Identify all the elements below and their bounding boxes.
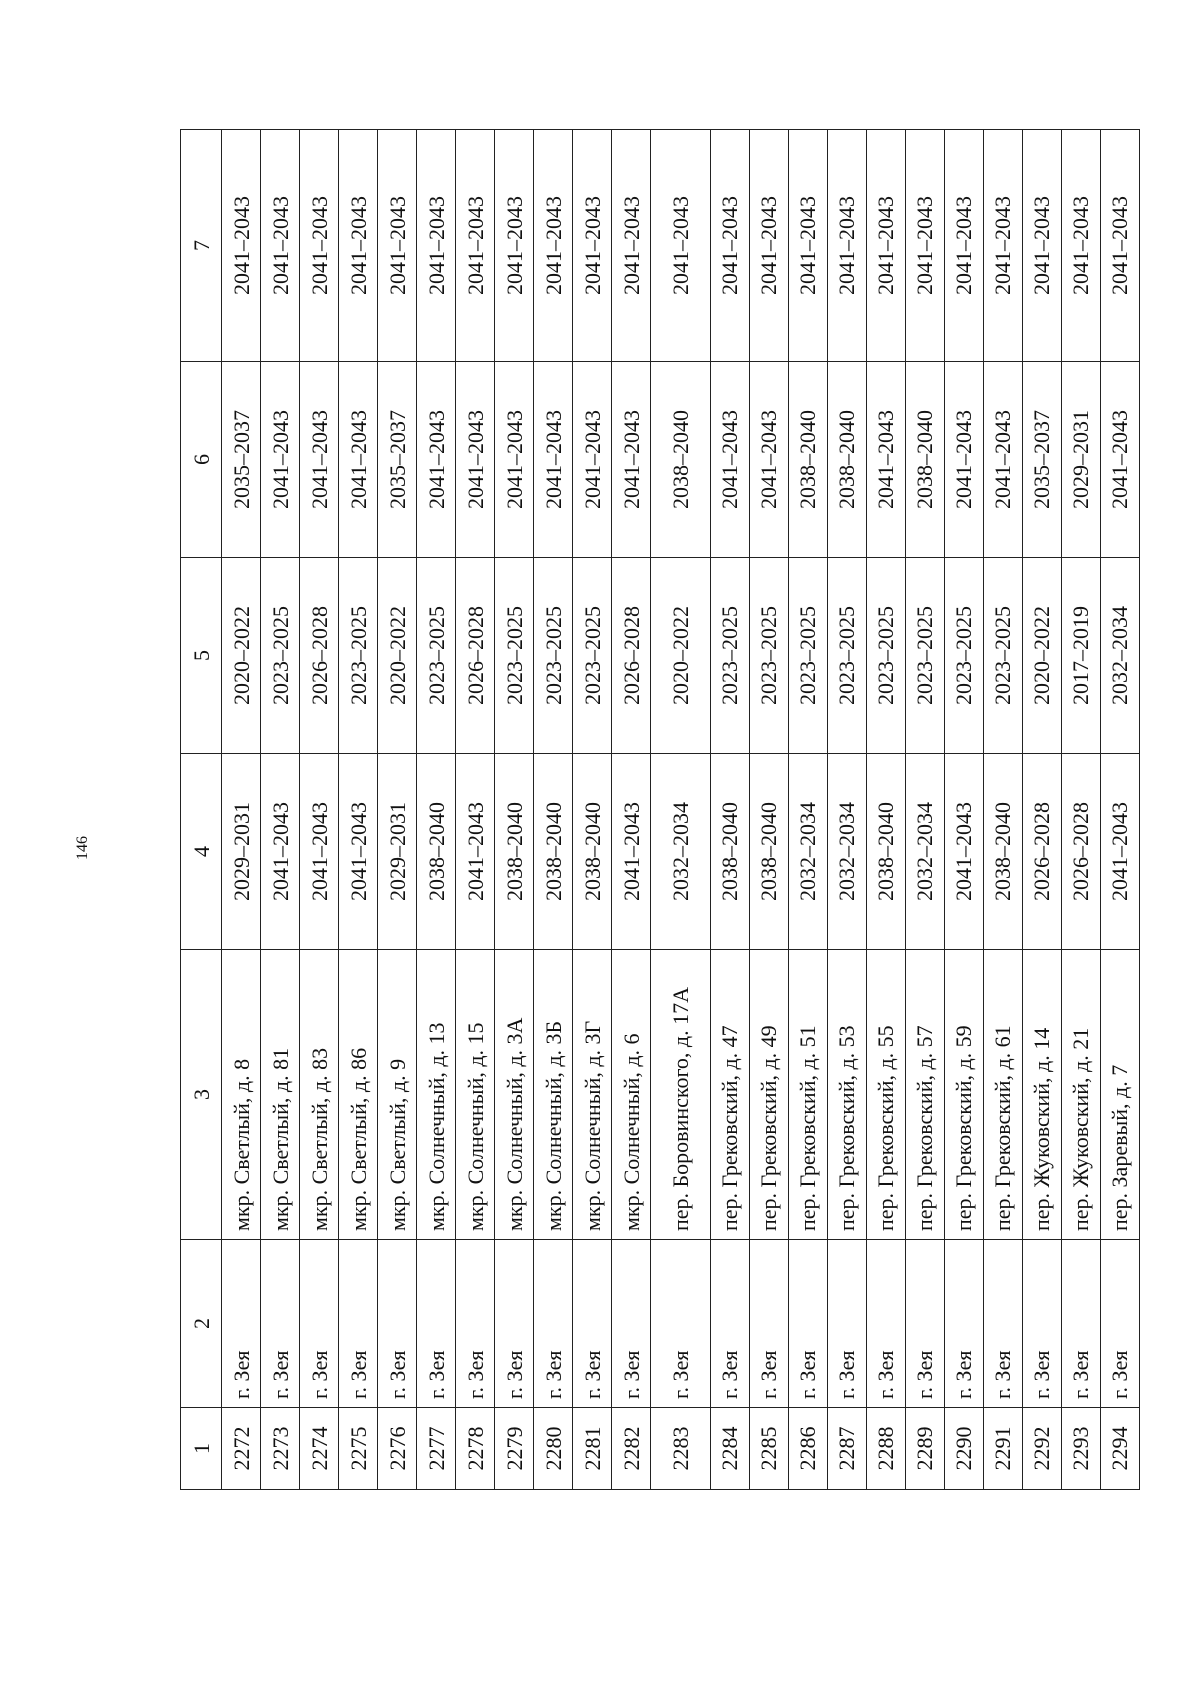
cell-row-number: 2290 — [944, 1408, 983, 1490]
cell-row-number: 2275 — [339, 1408, 378, 1490]
header-cell-2: 2 — [181, 1240, 222, 1408]
table-row — [261, 130, 300, 1490]
cell-period-5: 2017–2019 — [1061, 558, 1100, 754]
table-row — [749, 130, 788, 1490]
cell-city: г. Зея — [749, 1240, 788, 1408]
cell-row-number: 2277 — [417, 1408, 456, 1490]
page-number: 146 — [74, 836, 91, 860]
cell-period-4: 2026–2028 — [1022, 754, 1061, 950]
table-row — [495, 130, 534, 1490]
header-row — [181, 130, 222, 1490]
schedule-table — [180, 129, 1140, 1490]
cell-period-6: 2038–2040 — [827, 362, 866, 558]
rotated-table-container — [180, 130, 1140, 1490]
cell-period-4: 2041–2043 — [1100, 754, 1139, 950]
cell-row-number: 2272 — [222, 1408, 261, 1490]
cell-period-4: 2032–2034 — [905, 754, 944, 950]
cell-city: г. Зея — [417, 1240, 456, 1408]
cell-period-5: 2026–2028 — [456, 558, 495, 754]
cell-address: мкр. Солнечный, д. 6 — [612, 950, 651, 1240]
cell-city: г. Зея — [573, 1240, 612, 1408]
table-row — [612, 130, 651, 1490]
cell-period-6: 2041–2043 — [417, 362, 456, 558]
cell-address: пер. Грековский, д. 51 — [788, 950, 827, 1240]
cell-period-7: 2041–2043 — [1100, 130, 1139, 362]
cell-address: мкр. Светлый, д. 8 — [222, 950, 261, 1240]
cell-period-4: 2032–2034 — [788, 754, 827, 950]
table-body — [222, 130, 1140, 1490]
cell-period-6: 2038–2040 — [905, 362, 944, 558]
cell-address: мкр. Солнечный, д. 15 — [456, 950, 495, 1240]
cell-period-7: 2041–2043 — [944, 130, 983, 362]
cell-row-number: 2285 — [749, 1408, 788, 1490]
cell-row-number: 2276 — [378, 1408, 417, 1490]
header-cell-3: 3 — [181, 950, 222, 1240]
cell-row-number: 2280 — [534, 1408, 573, 1490]
cell-period-4: 2029–2031 — [222, 754, 261, 950]
cell-row-number: 2279 — [495, 1408, 534, 1490]
cell-row-number: 2282 — [612, 1408, 651, 1490]
table-row — [222, 130, 261, 1490]
table-row — [944, 130, 983, 1490]
cell-city: г. Зея — [827, 1240, 866, 1408]
table-row — [573, 130, 612, 1490]
cell-row-number: 2283 — [651, 1408, 711, 1490]
cell-period-4: 2026–2028 — [1061, 754, 1100, 950]
table-row — [710, 130, 749, 1490]
cell-period-4: 2038–2040 — [534, 754, 573, 950]
cell-period-5: 2023–2025 — [749, 558, 788, 754]
cell-period-6: 2041–2043 — [983, 362, 1022, 558]
cell-period-6: 2041–2043 — [300, 362, 339, 558]
cell-period-4: 2038–2040 — [983, 754, 1022, 950]
cell-address: пер. Грековский, д. 55 — [866, 950, 905, 1240]
cell-period-5: 2023–2025 — [534, 558, 573, 754]
cell-period-7: 2041–2043 — [378, 130, 417, 362]
cell-period-7: 2041–2043 — [339, 130, 378, 362]
cell-period-4: 2038–2040 — [573, 754, 612, 950]
cell-row-number: 2281 — [573, 1408, 612, 1490]
cell-period-7: 2041–2043 — [417, 130, 456, 362]
cell-city: г. Зея — [339, 1240, 378, 1408]
cell-address: пер. Грековский, д. 57 — [905, 950, 944, 1240]
cell-period-7: 2041–2043 — [612, 130, 651, 362]
cell-period-4: 2032–2034 — [651, 754, 711, 950]
table-row — [905, 130, 944, 1490]
table-row — [300, 130, 339, 1490]
cell-period-5: 2023–2025 — [983, 558, 1022, 754]
cell-address: мкр. Светлый, д. 9 — [378, 950, 417, 1240]
cell-city: г. Зея — [983, 1240, 1022, 1408]
cell-city: г. Зея — [456, 1240, 495, 1408]
cell-period-6: 2041–2043 — [456, 362, 495, 558]
cell-period-5: 2023–2025 — [417, 558, 456, 754]
cell-period-5: 2023–2025 — [339, 558, 378, 754]
cell-period-6: 2041–2043 — [710, 362, 749, 558]
table-row — [1061, 130, 1100, 1490]
table-row — [339, 130, 378, 1490]
cell-address: мкр. Светлый, д. 83 — [300, 950, 339, 1240]
cell-period-7: 2041–2043 — [573, 130, 612, 362]
cell-period-7: 2041–2043 — [749, 130, 788, 362]
cell-period-7: 2041–2043 — [788, 130, 827, 362]
table-row — [827, 130, 866, 1490]
cell-period-5: 2026–2028 — [300, 558, 339, 754]
table-row — [866, 130, 905, 1490]
cell-period-7: 2041–2043 — [300, 130, 339, 362]
cell-period-5: 2023–2025 — [710, 558, 749, 754]
cell-city: г. Зея — [866, 1240, 905, 1408]
cell-period-5: 2023–2025 — [573, 558, 612, 754]
cell-period-5: 2023–2025 — [261, 558, 300, 754]
cell-city: г. Зея — [944, 1240, 983, 1408]
cell-period-4: 2038–2040 — [495, 754, 534, 950]
cell-period-7: 2041–2043 — [222, 130, 261, 362]
cell-row-number: 2291 — [983, 1408, 1022, 1490]
table-row — [983, 130, 1022, 1490]
table-row — [534, 130, 573, 1490]
cell-row-number: 2284 — [710, 1408, 749, 1490]
table-row — [378, 130, 417, 1490]
cell-address: мкр. Светлый, д. 81 — [261, 950, 300, 1240]
cell-address: пер. Боровинского, д. 17А — [651, 950, 711, 1240]
cell-period-5: 2023–2025 — [866, 558, 905, 754]
cell-address: пер. Грековский, д. 61 — [983, 950, 1022, 1240]
cell-period-7: 2041–2043 — [495, 130, 534, 362]
cell-period-6: 2035–2037 — [1022, 362, 1061, 558]
cell-address: пер. Грековский, д. 59 — [944, 950, 983, 1240]
cell-row-number: 2294 — [1100, 1408, 1139, 1490]
cell-period-5: 2023–2025 — [944, 558, 983, 754]
cell-city: г. Зея — [1022, 1240, 1061, 1408]
table-header — [181, 130, 222, 1490]
table-row — [417, 130, 456, 1490]
cell-period-5: 2020–2022 — [1022, 558, 1061, 754]
cell-period-7: 2041–2043 — [456, 130, 495, 362]
cell-city: г. Зея — [534, 1240, 573, 1408]
cell-address: мкр. Солнечный, д. 3Г — [573, 950, 612, 1240]
cell-period-4: 2038–2040 — [866, 754, 905, 950]
cell-period-4: 2041–2043 — [456, 754, 495, 950]
cell-period-7: 2041–2043 — [651, 130, 711, 362]
cell-city: г. Зея — [1100, 1240, 1139, 1408]
header-cell-1: 1 — [181, 1408, 222, 1490]
cell-period-4: 2041–2043 — [612, 754, 651, 950]
cell-address: пер. Жуковский, д. 21 — [1061, 950, 1100, 1240]
table-row — [456, 130, 495, 1490]
cell-period-7: 2041–2043 — [983, 130, 1022, 362]
cell-period-6: 2041–2043 — [944, 362, 983, 558]
cell-period-7: 2041–2043 — [534, 130, 573, 362]
cell-address: пер. Заревый, д. 7 — [1100, 950, 1139, 1240]
cell-period-6: 2041–2043 — [534, 362, 573, 558]
cell-city: г. Зея — [710, 1240, 749, 1408]
cell-address: пер. Жуковский, д. 14 — [1022, 950, 1061, 1240]
cell-city: г. Зея — [261, 1240, 300, 1408]
cell-city: г. Зея — [612, 1240, 651, 1408]
cell-row-number: 2293 — [1061, 1408, 1100, 1490]
cell-row-number: 2289 — [905, 1408, 944, 1490]
header-cell-7: 7 — [181, 130, 222, 362]
cell-row-number: 2286 — [788, 1408, 827, 1490]
cell-period-7: 2041–2043 — [261, 130, 300, 362]
table-row — [1022, 130, 1061, 1490]
cell-period-6: 2041–2043 — [1100, 362, 1139, 558]
cell-row-number: 2288 — [866, 1408, 905, 1490]
cell-period-6: 2041–2043 — [339, 362, 378, 558]
cell-city: г. Зея — [222, 1240, 261, 1408]
cell-period-7: 2041–2043 — [905, 130, 944, 362]
cell-period-4: 2041–2043 — [300, 754, 339, 950]
cell-period-6: 2038–2040 — [788, 362, 827, 558]
cell-period-7: 2041–2043 — [710, 130, 749, 362]
table-row — [1100, 130, 1139, 1490]
cell-address: мкр. Солнечный, д. 3Б — [534, 950, 573, 1240]
cell-address: пер. Грековский, д. 47 — [710, 950, 749, 1240]
cell-period-6: 2038–2040 — [651, 362, 711, 558]
cell-period-6: 2041–2043 — [749, 362, 788, 558]
cell-period-4: 2041–2043 — [339, 754, 378, 950]
cell-row-number: 2274 — [300, 1408, 339, 1490]
cell-period-7: 2041–2043 — [827, 130, 866, 362]
cell-period-7: 2041–2043 — [866, 130, 905, 362]
cell-city: г. Зея — [905, 1240, 944, 1408]
cell-period-5: 2023–2025 — [827, 558, 866, 754]
cell-address: пер. Грековский, д. 53 — [827, 950, 866, 1240]
cell-period-6: 2041–2043 — [573, 362, 612, 558]
cell-city: г. Зея — [1061, 1240, 1100, 1408]
header-cell-5: 5 — [181, 558, 222, 754]
cell-period-4: 2041–2043 — [261, 754, 300, 950]
cell-period-6: 2029–2031 — [1061, 362, 1100, 558]
cell-city: г. Зея — [378, 1240, 417, 1408]
cell-period-4: 2038–2040 — [710, 754, 749, 950]
cell-address: мкр. Солнечный, д. 3А — [495, 950, 534, 1240]
cell-period-6: 2041–2043 — [495, 362, 534, 558]
cell-period-6: 2041–2043 — [866, 362, 905, 558]
cell-row-number: 2278 — [456, 1408, 495, 1490]
cell-address: мкр. Солнечный, д. 13 — [417, 950, 456, 1240]
cell-city: г. Зея — [651, 1240, 711, 1408]
table-row — [651, 130, 711, 1490]
cell-address: мкр. Светлый, д. 86 — [339, 950, 378, 1240]
cell-period-6: 2041–2043 — [261, 362, 300, 558]
cell-period-4: 2032–2034 — [827, 754, 866, 950]
cell-period-7: 2041–2043 — [1022, 130, 1061, 362]
cell-period-4: 2029–2031 — [378, 754, 417, 950]
cell-period-5: 2023–2025 — [905, 558, 944, 754]
cell-city: г. Зея — [300, 1240, 339, 1408]
header-cell-4: 4 — [181, 754, 222, 950]
cell-row-number: 2273 — [261, 1408, 300, 1490]
cell-address: пер. Грековский, д. 49 — [749, 950, 788, 1240]
header-cell-6: 6 — [181, 362, 222, 558]
cell-period-5: 2020–2022 — [378, 558, 417, 754]
cell-period-6: 2035–2037 — [378, 362, 417, 558]
cell-period-4: 2041–2043 — [944, 754, 983, 950]
cell-period-6: 2035–2037 — [222, 362, 261, 558]
cell-period-5: 2023–2025 — [788, 558, 827, 754]
cell-period-5: 2032–2034 — [1100, 558, 1139, 754]
cell-city: г. Зея — [788, 1240, 827, 1408]
cell-row-number: 2287 — [827, 1408, 866, 1490]
cell-city: г. Зея — [495, 1240, 534, 1408]
cell-period-7: 2041–2043 — [1061, 130, 1100, 362]
cell-row-number: 2292 — [1022, 1408, 1061, 1490]
cell-period-5: 2023–2025 — [495, 558, 534, 754]
cell-period-5: 2026–2028 — [612, 558, 651, 754]
cell-period-6: 2041–2043 — [612, 362, 651, 558]
cell-period-4: 2038–2040 — [417, 754, 456, 950]
cell-period-4: 2038–2040 — [749, 754, 788, 950]
table-row — [788, 130, 827, 1490]
cell-period-5: 2020–2022 — [651, 558, 711, 754]
cell-period-5: 2020–2022 — [222, 558, 261, 754]
